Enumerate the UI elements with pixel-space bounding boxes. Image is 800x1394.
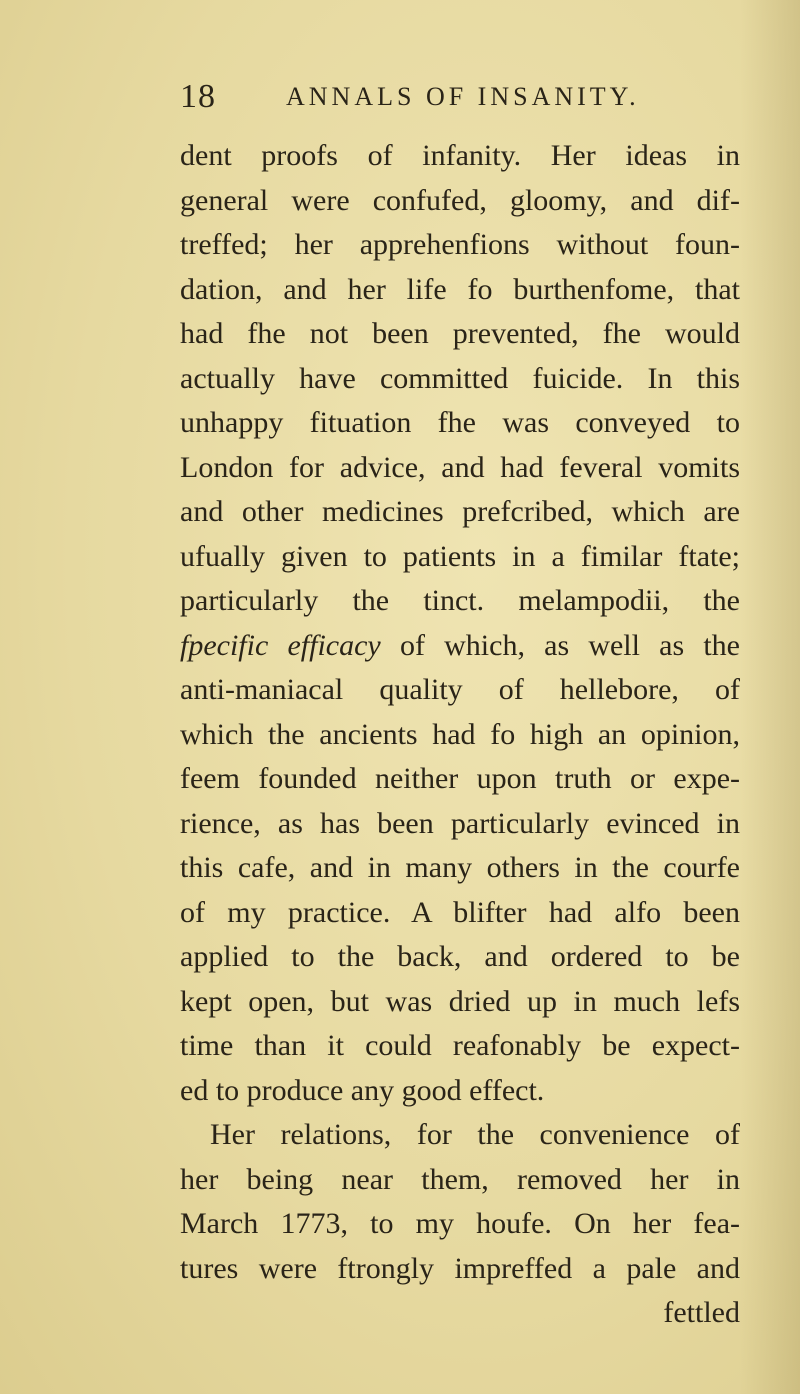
text-line: dent proofs of infanity. Her ideas in xyxy=(180,139,740,172)
page-edge-shadow xyxy=(740,0,800,1394)
text-line: time than it could reafonably be expect- xyxy=(180,1029,740,1062)
text-line: of my practice. A blifter had alfo been xyxy=(180,895,740,929)
text-span: of which, as well as the xyxy=(399,628,740,662)
text-line: actually have committed fuicide. In this xyxy=(180,361,740,395)
text-line: rience, as has been particularly evinced in xyxy=(180,806,740,840)
text-line: tures were ftrongly impreffed a pale and xyxy=(180,1251,740,1285)
text-line: and other medicines prefcribed, which are xyxy=(180,495,740,528)
text-line: London for advice, and had feveral vomits xyxy=(180,450,740,484)
text-line-mixed xyxy=(180,624,740,669)
text-line: dation, and her life fo burthenfome, that xyxy=(180,272,740,306)
text-line: which the ancients had fo high an opinion, xyxy=(180,717,740,751)
text-line: applied to the back, and ordered to be xyxy=(180,940,740,973)
catchword: fettled xyxy=(663,1296,740,1329)
text-line: this cafe, and in many others in the courfe xyxy=(180,851,740,884)
text-line: treffed; her apprehenfions without foun- xyxy=(180,228,740,261)
italic-phrase: fpecific efficacy xyxy=(180,628,381,662)
text-line: Her relations, for the convenience of xyxy=(210,1118,740,1151)
text-line: March 1773, to my houfe. On her fea- xyxy=(180,1207,740,1240)
text-line: unhappy fituation fhe was conveyed to xyxy=(180,406,740,439)
running-title: ANNALS OF INSANITY. xyxy=(286,82,640,111)
text-line: had fhe not been prevented, fhe would xyxy=(180,317,740,350)
text-line: ed to produce any good effect. xyxy=(180,1073,545,1107)
text-line: kept open, but was dried up in much lefs xyxy=(180,984,740,1018)
text-line: anti-maniacal quality of hellebore, of xyxy=(180,673,740,706)
body-text xyxy=(180,134,740,1336)
page-number: 18 xyxy=(180,78,216,115)
text-line: particularly the tinct. melampodii, the xyxy=(180,584,740,617)
text-line: ufually given to patients in a fimilar ftate; xyxy=(180,539,740,573)
text-line: general were confufed, gloomy, and dif- xyxy=(180,183,740,217)
text-line: her being near them, removed her in xyxy=(180,1162,740,1196)
page-header xyxy=(180,78,740,122)
text-line: feem founded neither upon truth or expe- xyxy=(180,762,740,795)
